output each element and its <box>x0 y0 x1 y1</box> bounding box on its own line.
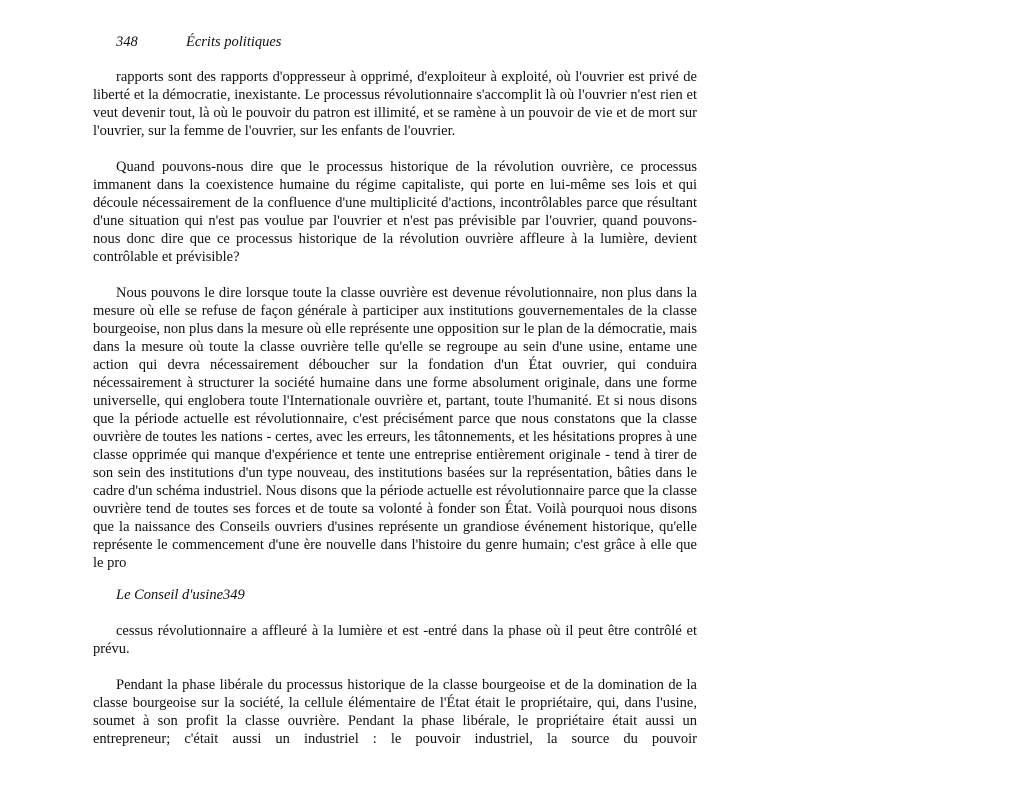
page-number: 349 <box>223 587 245 603</box>
paragraph: Pendant la phase libérale du processus historique de la classe bourgeoise et de la domination de la classe bourgeoise sur la société, la cellule élémentaire de l'État était le propriétaire, qui, dans l'usine, soumet à son profit la classe ouvrière. Pendant la phase libérale, le propriétaire était aussi un entrepreneur; c'était aussi un industriel : le pouvoir industriel, la source du pouvoir <box>93 677 697 747</box>
running-header <box>93 33 281 51</box>
running-header <box>93 586 245 604</box>
chapter-title: Le Conseil d'usine <box>116 587 224 603</box>
paragraph: Quand pouvons-nous dire que le processus historique de la révolution ouvrière, ce processus immanent dans la coexistence humaine du régime capitaliste, qui porte en lui-même ses lois et qui découle nécessairement de la confluence d'une multiplicité d'actions, incontrôlables parce que résultant d'une situation qui n'est pas voulue par l'ouvrier et n'est pas prévisible par l'ouvrier, quand pouvons-nous donc dire que ce processus historique de la révolution ouvrière affleure à la lumière, devient contrôlable et prévisible? <box>93 159 697 265</box>
paragraph: Nous pouvons le dire lorsque toute la classe ouvrière est devenue révolutionnaire, non plus dans la mesure où elle se refuse de façon générale à participer aux institutions gouvernementales de la classe bourgeoise, non plus dans la mesure où elle représente une opposition sur le plan de la démocratie, mais dans la mesure où toute la classe ouvrière telle qu'elle se regroupe au sein d'une usine, entame une action qui devra nécessairement déboucher sur la fondation d'un État ouvrier, qui conduira nécessairement à structurer la société humaine dans une forme absolument originale, dans une forme universelle, qui englobera toute l'Internationale ouvrière et, partant, toute l'humanité. Et si nous disons que la période actuelle est révolutionnaire, c'est précisément parce que nous constatons que la classe ouvrière de toutes les nations - certes, avec les erreurs, les tâtonnements, et les hésitations propres à une classe opprimée qui manque d'expérience et tente une entreprise entièrement originale - tend à tirer de son sein des institutions d'un type nouveau, des institutions basées sur la représentation, bâties dans le cadre d'un schéma industriel. Nous disons que la période actuelle est révolutionnaire parce que la classe ouvrière tend de toutes ses forces et de toute sa volonté à fonder son État. Voilà pourquoi nous disons que la naissance des Conseils ouvriers d'usines représente un grandiose événement historique, qu'elle représente le commencement d'une ère nouvelle dans l'histoire du genre humain; c'est grâce à elle que le pro <box>93 285 697 571</box>
paragraph: cessus révolutionnaire a affleuré à la lumière et est -entré dans la phase où il peut être contrôlé et prévu. <box>93 623 697 657</box>
paragraph: rapports sont des rapports d'oppresseur à opprimé, d'exploiteur à exploité, où l'ouvrier est privé de liberté et la démocratie, inexistante. Le processus révolutionnaire s'accomplit là où l'ouvrier n'est rien et veut devenir tout, là où le pouvoir du patron est illimité, et se ramène à un pouvoir de vie et de mort sur l'ouvrier, sur la femme de l'ouvrier, sur les enfants de l'ouvrier. <box>93 69 697 139</box>
book-title: Écrits politiques <box>186 34 282 50</box>
page-number: 348 <box>116 34 138 50</box>
